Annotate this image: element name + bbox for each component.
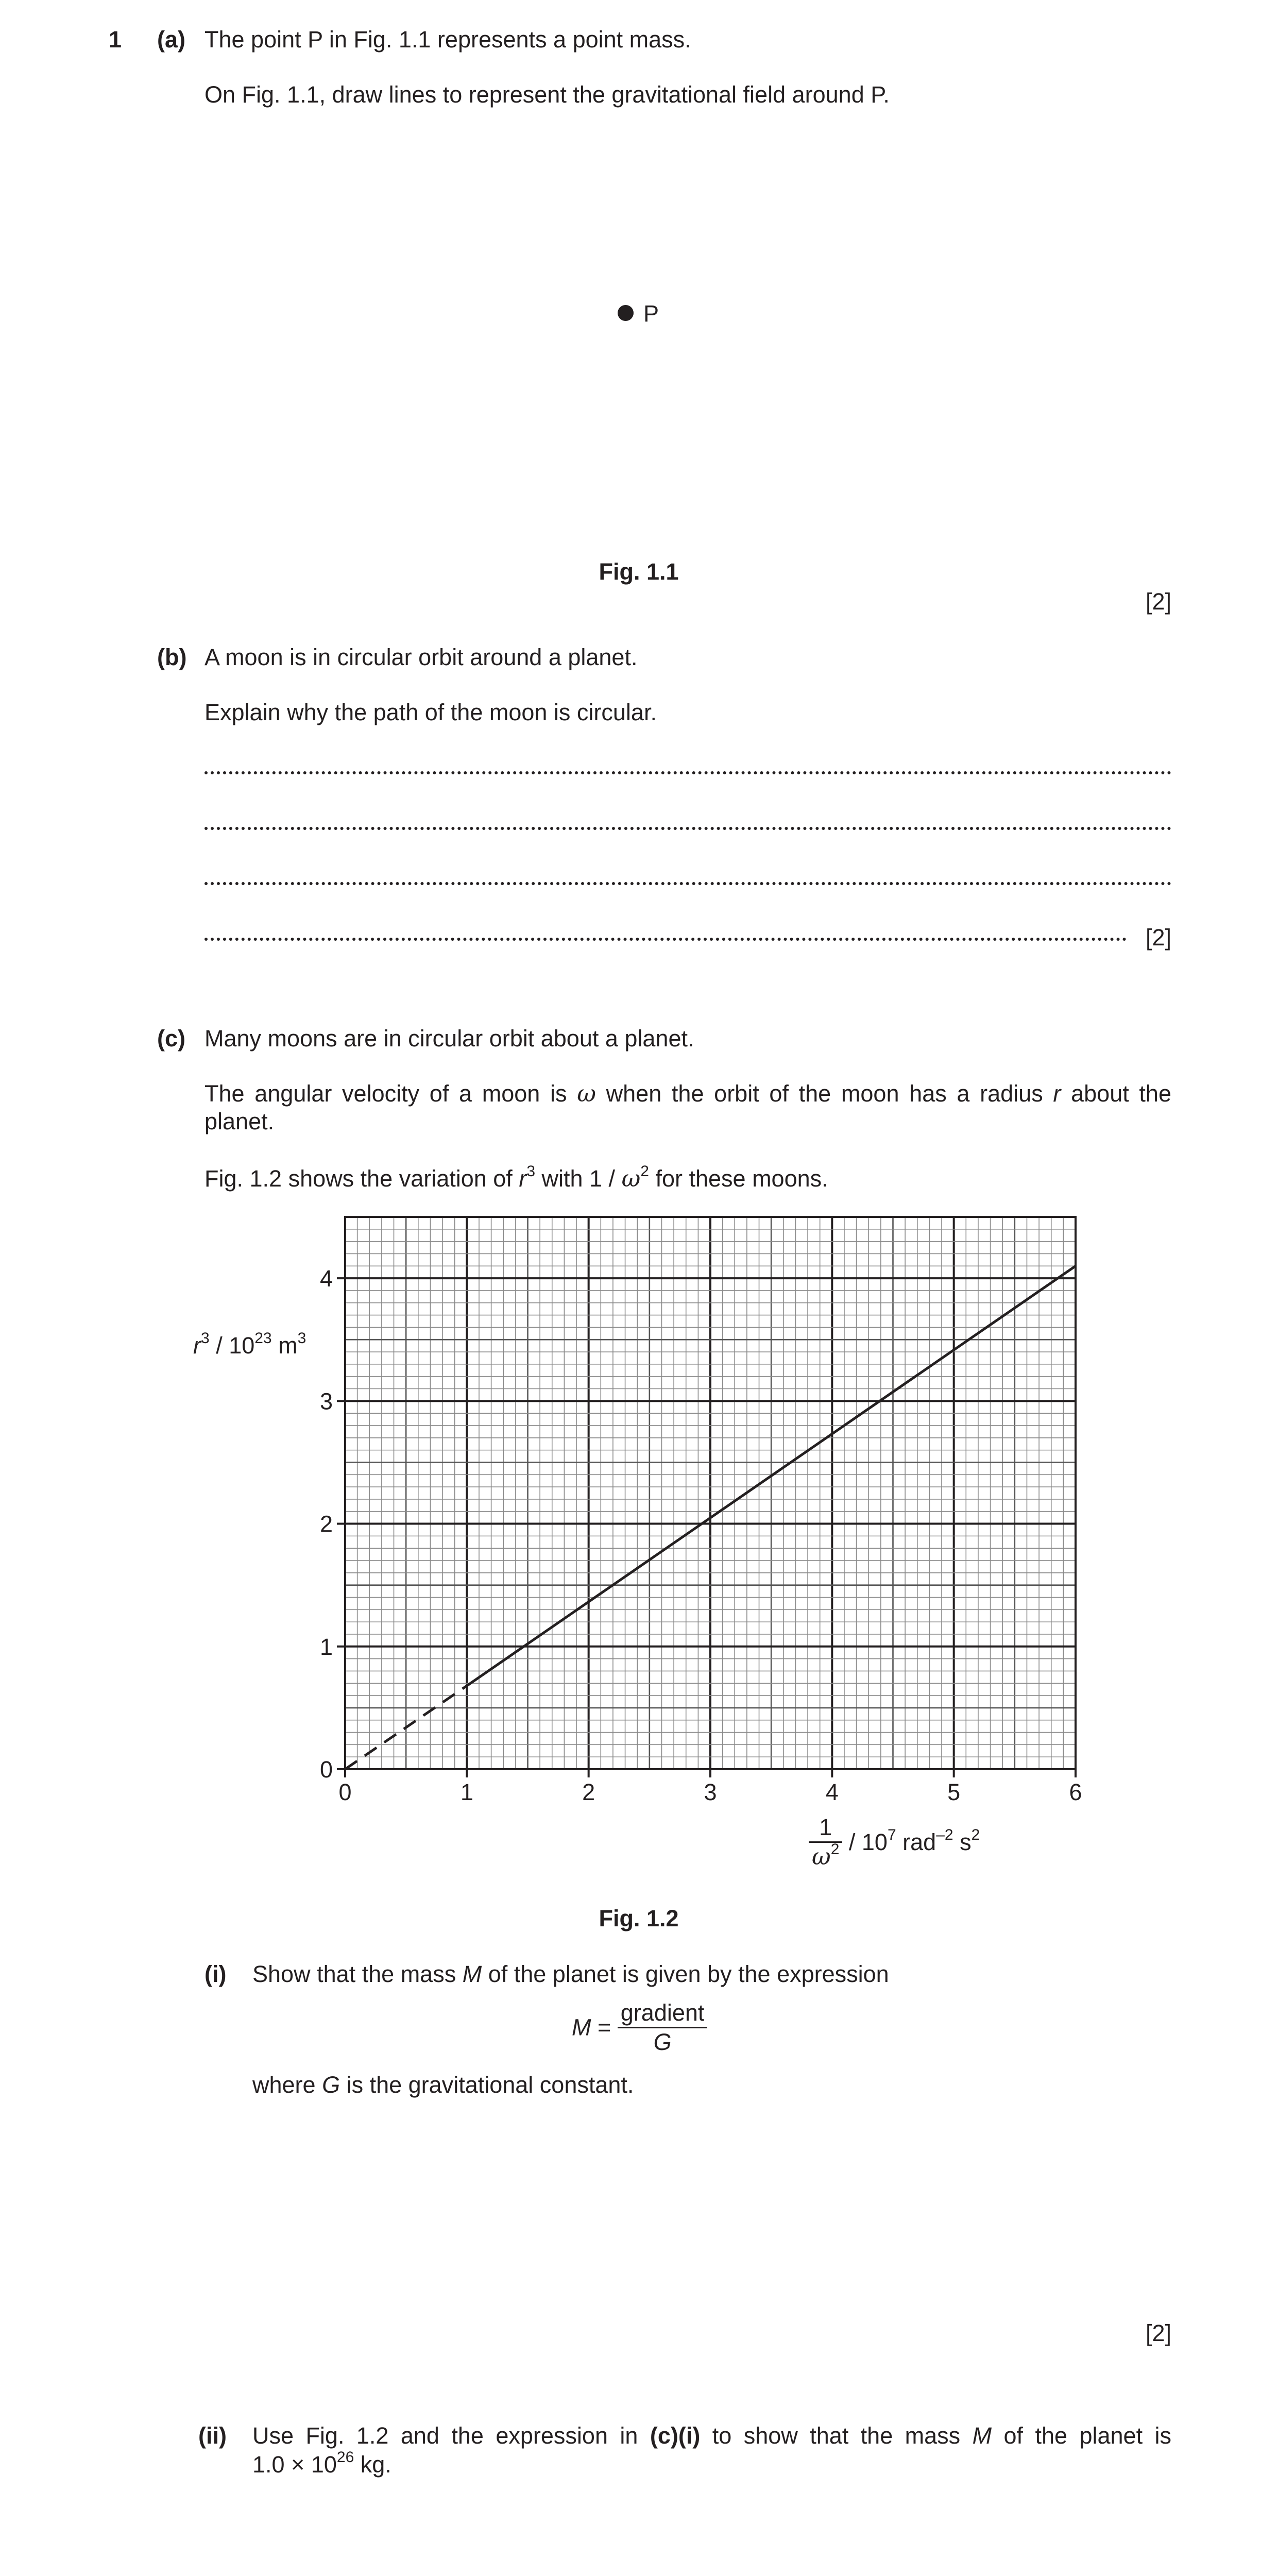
x-axis-unit [842, 1826, 980, 1855]
mass-expression [572, 1999, 707, 2056]
part-a-text-2: On Fig. 1.1, draw lines to represent the gravitational field around P. [205, 81, 890, 108]
exponent: 3 [297, 1330, 306, 1347]
exponent: 23 [254, 1330, 272, 1347]
text-segment: The angular velocity of a moon is [205, 1080, 577, 1107]
text-segment: 1.0 × 10 [252, 2451, 337, 2478]
fraction-denominator [809, 1843, 842, 1871]
y-tick-label: 2 [319, 1511, 333, 1537]
text-segment: is the gravitational constant. [340, 2072, 634, 2098]
part-c-text-1: Many moons are in circular orbit about a planet. [205, 1025, 694, 1052]
exponent: 2 [640, 1163, 649, 1180]
y-tick-label: 1 [319, 1633, 333, 1660]
part-c-label: (c) [157, 1025, 185, 1052]
r-symbol: r [519, 1165, 527, 1192]
text-segment: / 10 [209, 1332, 255, 1359]
part-b-label: (b) [157, 644, 187, 670]
x-tick-label: 1 [460, 1779, 473, 1805]
y-tick-label: 4 [319, 1265, 333, 1292]
y-tick-label: 3 [319, 1388, 333, 1415]
graph-axes [337, 1217, 1076, 1777]
x-tick-label: 5 [947, 1779, 961, 1805]
text-segment: of the planet is [992, 2422, 1172, 2449]
r-symbol: r [1053, 1080, 1061, 1107]
exponent: 3 [526, 1163, 535, 1180]
omega-symbol: ω [621, 1165, 641, 1192]
graph-tick-labels [320, 1265, 1082, 1805]
exponent: 3 [201, 1330, 210, 1347]
graph-grid [345, 1217, 1076, 1769]
text-segment: m [271, 1332, 298, 1359]
part-reference: (c)(i) [650, 2422, 701, 2449]
text-segment: where [252, 2072, 322, 2098]
part-a-text-1: The point P in Fig. 1.1 represents a point mass. [205, 26, 691, 53]
part-c-i-label: (i) [205, 1961, 227, 1987]
fraction-numerator: gradient [618, 1999, 708, 2028]
exponent: –2 [936, 1826, 953, 1843]
part-a-marks: [2] [1145, 588, 1171, 615]
omega-symbol: ω [812, 1843, 831, 1870]
text-segment: of the planet is given by the expression [482, 1961, 889, 1987]
omega-symbol: ω [577, 1080, 596, 1107]
fig-1-1-caption: Fig. 1.1 [599, 558, 679, 585]
text-segment: to show that the mass [700, 2422, 973, 2449]
x-axis-fraction [809, 1814, 842, 1871]
fig-1-2-caption: Fig. 1.2 [599, 1905, 679, 1931]
exponent: 7 [887, 1826, 896, 1843]
x-axis-label [809, 1814, 980, 1871]
r-symbol: r [193, 1332, 201, 1359]
text-segment: for these moons. [649, 1165, 828, 1192]
point-mass-label: P [643, 300, 659, 327]
text-segment: with 1 / [535, 1165, 622, 1192]
part-b-text-1: A moon is in circular orbit around a planet. [205, 644, 638, 670]
text-segment: Show that the mass [252, 1961, 463, 1987]
text-segment: rad [896, 1828, 936, 1855]
y-tick-label: 0 [319, 1756, 333, 1783]
part-b-text-2: Explain why the path of the moon is circular. [205, 699, 657, 725]
exponent: 2 [971, 1826, 980, 1843]
x-tick-label: 0 [338, 1779, 352, 1805]
text-segment: s [953, 1828, 972, 1855]
part-c-i-where [252, 2071, 634, 2099]
text-segment: Use Fig. 1.2 and the expression in [252, 2422, 650, 2449]
text-segment: about the planet. [205, 1080, 1171, 1134]
x-tick-label: 6 [1069, 1779, 1082, 1805]
x-tick-label: 2 [582, 1779, 595, 1805]
part-c-ii-text [252, 2422, 1171, 2450]
text-segment: kg. [354, 2451, 391, 2478]
equals-sign: = [591, 2014, 618, 2041]
text-segment: Fig. 1.2 shows the variation of [205, 1165, 519, 1192]
text-segment: / 10 [842, 1828, 888, 1855]
fraction-numerator: 1 [809, 1814, 842, 1843]
expression-fraction [618, 1999, 708, 2056]
g-symbol: G [322, 2072, 340, 2098]
x-tick-label: 3 [704, 1779, 717, 1805]
fraction-denominator: G [653, 2029, 672, 2055]
x-tick-label: 4 [825, 1779, 839, 1805]
part-c-ii-line-2 [252, 2451, 391, 2479]
exponent: 26 [336, 2449, 354, 2466]
exponent: 2 [830, 1841, 840, 1858]
part-c-i-text [252, 1960, 889, 1988]
part-c-i-marks: [2] [1145, 2320, 1171, 2346]
text-segment: when the orbit of the moon has a radius [595, 1080, 1053, 1107]
mass-symbol: M [972, 2422, 992, 2449]
mass-symbol: M [462, 1961, 482, 1987]
question-number: 1 [109, 26, 122, 53]
part-c-ii-label: (ii) [198, 2422, 227, 2449]
mass-symbol: M [572, 2014, 591, 2041]
part-a-label: (a) [157, 26, 185, 53]
part-b-marks: [2] [1145, 924, 1171, 951]
y-axis-label [193, 1332, 306, 1360]
